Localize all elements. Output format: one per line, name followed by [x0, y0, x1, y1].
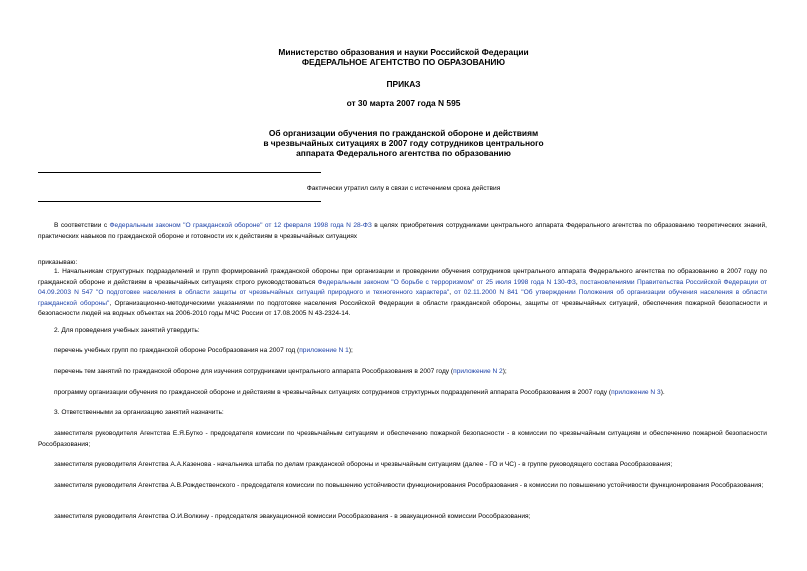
intro-text-a: В соответствии с	[54, 222, 110, 229]
item-3-paragraph: 3. Ответственными за организацию занятий назначить:	[54, 409, 224, 416]
gov-decree-841-link[interactable]: от 02.11.2000 N 841 "Об утверждении Положения об организации обучения населения в области гражданской обороны"	[38, 289, 767, 307]
appendix-2-link[interactable]: приложение N 2	[453, 368, 503, 375]
item-2-1-paragraph	[38, 346, 767, 357]
appendix-3-link[interactable]: приложение N 3	[611, 389, 661, 396]
document-type: ПРИКАЗ	[386, 79, 421, 89]
item-1-paragraph	[38, 267, 767, 320]
item-2-3-text-a: программу организации обучения по гражданской обороне и действиям в чрезвычайных ситуациях сотрудников структурных подразделений аппарата Рособразования в 2007 году (	[54, 389, 612, 396]
item-1-separator-1: ,	[575, 278, 581, 286]
item-2-3-text-b: ).	[660, 389, 665, 396]
item-2-1-text-b: );	[348, 347, 353, 354]
document-date-number: от 30 марта 2007 года N 595	[346, 98, 461, 108]
intro-text-b: в целях приобретения сотрудниками центрального аппарата Федерального агентства по образованию теоретических знаний, практических навыков по гражданской обороне и готовности их к действиям в чрезвычайных ситуациях	[38, 222, 768, 240]
document-title-line2: в чрезвычайных ситуациях в 2007 году сотрудников центрального	[263, 138, 544, 148]
responsible-1-paragraph: заместителя руководителя Агентства Е.Я.Бутко - председателя комиссии по чрезвычайным ситуациям и обеспечению пожарной безопасности - в комиссии по чрезвычайным ситуациям и обеспечению пожарной безопасности Рособразования;	[38, 430, 767, 448]
responsible-2-paragraph: заместителя руководителя Агентства А.А.Казенова - начальника штаба по делам гражданской обороны и чрезвычайным ситуациям (далее - ГО и ЧС) - в группе руководящего состава Рособразования;	[54, 461, 673, 468]
responsible-4-paragraph: заместителя руководителя Агентства О.И.Волкину - председателя эвакуационной комиссии Рособразования - в эвакуационной комиссии Рособразования;	[54, 513, 531, 520]
item-2-1-text-a: перечень учебных групп по гражданской обороне Рособразования на 2007 год (	[54, 347, 300, 354]
agency-name: ФЕДЕРАЛЬНОЕ АГЕНТСТВО ПО ОБРАЗОВАНИЮ	[301, 57, 506, 67]
item-2-2-text-a: перечень тем занятий по гражданской обороне для изучения сотрудниками центрального аппарата Рособразования в 2007 году (	[54, 368, 454, 375]
gov-decree-547-link[interactable]: постановлениями Правительства Российской Федерации от 04.09.2003 N 547 "О подготовке населения в области защиты от чрезвычайных ситуаций природного и техногенного характера"	[38, 278, 767, 297]
status-note: Фактически утратил силу в связи с истечением срока действия	[306, 185, 501, 192]
ministry-name: Министерство образования и науки Российской Федерации	[278, 47, 529, 57]
item-2-3-paragraph	[38, 388, 767, 399]
appendix-1-link[interactable]: приложение N 1	[299, 347, 349, 354]
responsible-3-paragraph: заместителя руководителя Агентства А.В.Рождественского - председателя комиссии по повышению устойчивости функционирования Рособразования - в комиссии по повышению устойчивости функционирования Рособразования;	[54, 482, 764, 489]
item-2-paragraph: 2. Для проведения учебных занятий утвердить:	[54, 327, 200, 334]
document-title-line1: Об организации обучения по гражданской обороне и действиям	[268, 128, 539, 138]
divider-top	[38, 172, 321, 173]
document-title-line3: аппарата Федерального агентства по образованию	[296, 148, 511, 158]
law-civil-defense-link[interactable]: Федеральным законом "О гражданской обороне" от 12 февраля 1998 года N 28-ФЗ	[109, 222, 372, 229]
intro-paragraph	[38, 221, 767, 242]
law-terrorism-link[interactable]: Федеральным законом "О борьбе с терроризмом" от 25 июля 1998 года N 130-ФЗ	[317, 278, 576, 286]
item-2-2-paragraph	[38, 367, 767, 378]
divider-bottom	[38, 201, 321, 202]
item-1-separator-2: ,	[449, 289, 455, 297]
item-1-text-b: , Организационно-методическими указаниями по подготовке населения Российской Федерации в области гражданской обороны, защиты от чрезвычайных ситуаций, обеспечения пожарной безопасности и безопасности людей на водных объектах на 2006-2010 годы МЧС России от 17.08.2005 N 43-2324-14.	[38, 299, 767, 318]
order-word: приказываю:	[38, 259, 78, 266]
item-1-text-a: 1. Начальникам структурных подразделений и групп формирований гражданской обороны при организации и проведении обучения сотрудников центрального аппарата Федерального агентства по образованию в 2007 году по гражданской обороне и действиям в чрезвычайных ситуациях строго руководствоваться	[38, 268, 767, 286]
item-2-2-text-b: );	[502, 368, 507, 375]
